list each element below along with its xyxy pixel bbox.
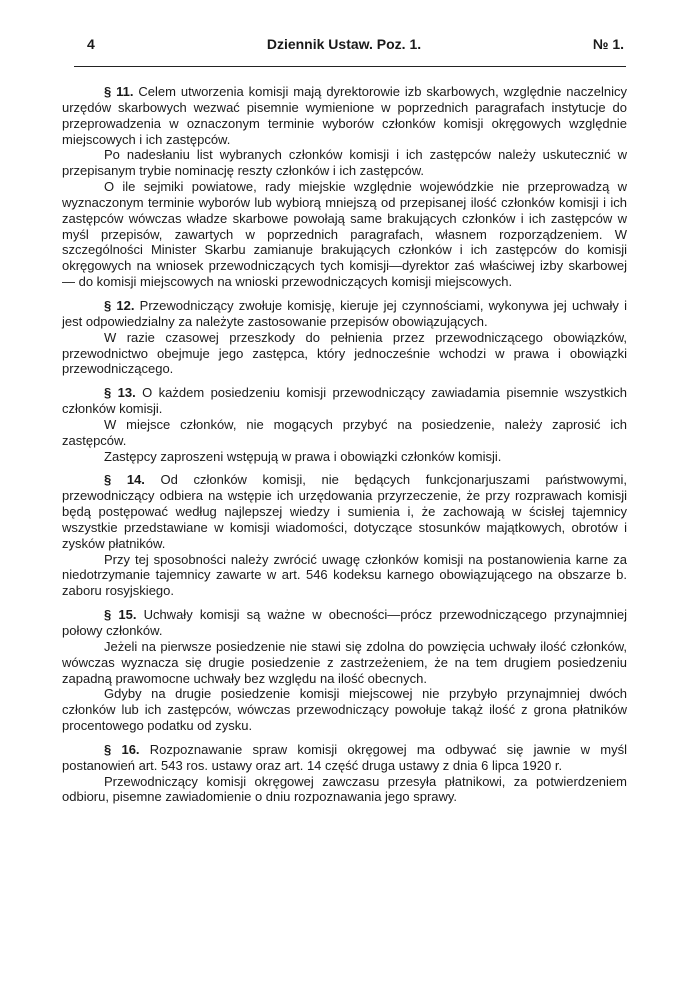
section-mark: § 11. bbox=[104, 84, 134, 99]
paragraph bbox=[62, 639, 627, 687]
paragraph bbox=[62, 552, 627, 600]
section-mark: § 12. bbox=[104, 297, 135, 313]
section-mark: § 13. bbox=[104, 385, 136, 401]
paragraph-text: Celem utworzenia komisji mają dyrektorowie izb skarbowych, względnie naczelnicy urzędów skarbowych wezwać pisemnie wymienione w poprzednich paragrafach instytucje do przeprowadzenia w oznaczonym terminie wyborów członków komisji okręgowych względnie miejscowych i ich zastępców. bbox=[62, 84, 627, 147]
paragraph-text: O ile sejmiki powiatowe, rady miejskie względnie wojewódzkie nie przeprowadzą w wyznaczonym terminie wyborów lub wybiorą mniejszą od przepisanej ilość członków komisji i ich zastępców wówczas władze skarbowe powołają same brakujących członków i ich zastępców w myśl przepisów, zawartych w poprzednich paragrafach, własnem rozporządzeniem. W szczególności Minister Skarbu zamianuje brakujących członków i ich zastępców do komisji okręgowych na wniosek przewodniczących tych komisji—dyrektor zaś właściwej izby skarbowej — do komisji miejscowych na wnioski przewodniczących komisji miejscowych. bbox=[62, 179, 627, 290]
paragraph bbox=[62, 147, 627, 179]
paragraph-s16 bbox=[62, 742, 627, 774]
document-body bbox=[62, 84, 627, 805]
page-header bbox=[60, 34, 628, 56]
paragraph bbox=[62, 417, 627, 449]
paragraph-s15 bbox=[62, 607, 627, 639]
page-number: 4 bbox=[87, 36, 95, 52]
paragraph bbox=[62, 179, 627, 290]
paragraph-text: Przy tej sposobności należy zwrócić uwagę członków komisji na postanowienia karne za niedotrzymanie tajemnicy zawarte w art. 546 kodeksu karnego obowiązującego na obszarze b. zaboru rosyjskiego. bbox=[62, 551, 627, 599]
paragraph-s12 bbox=[62, 298, 627, 330]
paragraph-text: O każdem posiedzeniu komisji przewodniczący zawiadamia pisemnie wszystkich członków komisji. bbox=[62, 385, 627, 417]
section-mark: § 16. bbox=[104, 741, 140, 757]
paragraph bbox=[62, 330, 627, 378]
paragraph-text: Od członków komisji, nie będących funkcjonarjuszami państwowymi, przewodniczący odbiera na wstępie ich urzędowania przyrzeczenie, że przy rozprawach komisji będą postępować według najlepszej wiedzy i sumienia i, że zachowają w ścisłej tajemnicy wszystkie przedstawiane w komisji wiadomości, dotyczące stosunków majątkowych, obrotów i zysków płatników. bbox=[62, 472, 628, 551]
paragraph-s11 bbox=[62, 84, 627, 147]
paragraph bbox=[62, 774, 627, 806]
paragraph-text: Zastępcy zaproszeni wstępują w prawa i obowiązki członków komisji. bbox=[104, 448, 502, 464]
section-mark: § 15. bbox=[104, 607, 137, 623]
paragraph-text: Rozpoznawanie spraw komisji okręgowej ma odbywać się jawnie w myśl postanowień art. 543 ros. ustawy oraz art. 14 część druga ustawy z dnia 6 lipca 1920 r. bbox=[62, 741, 627, 773]
paragraph bbox=[62, 686, 627, 734]
paragraph-text: Jeżeli na pierwsze posiedzenie nie stawi się zdolna do powzięcia uchwały ilość członków, wówczas wyznacza się drugie posiedzenie z zastrzeżeniem, że na tem drugiem posiedzeniu zapadną prawomocne uchwały bez względu na ilość obecnych. bbox=[62, 638, 627, 686]
paragraph-text: Uchwały komisji są ważne w obecności—prócz przewodniczącego przynajmniej połowy członków. bbox=[62, 607, 627, 638]
paragraph-s13 bbox=[62, 385, 627, 417]
header-rule bbox=[74, 66, 626, 67]
paragraph-text: Po nadesłaniu list wybranych członków komisji i ich zastępców należy uskutecznić w przepisanym trybie nominację reszty członków i ich zastępców. bbox=[62, 147, 627, 179]
paragraph bbox=[62, 449, 627, 465]
paragraph-text: Gdyby na drugie posiedzenie komisji miejscowej nie przybyło przynajmniej dwóch członków lub ich zastępców, wówczas przewodniczący powołuje takąż ilość z grona płatników procentowego podatku od zysku. bbox=[62, 686, 627, 734]
paragraph-s14 bbox=[62, 472, 627, 551]
paragraph-text: W razie czasowej przeszkody do pełnienia przez przewodniczącego obowiązków, przewodnictwo obejmuje jego zastępca, który jednocześnie wchodzi w prawa i obowiązki przewodniczącego. bbox=[62, 329, 627, 377]
paragraph-text: Przewodniczący zwołuje komisję, kieruje jej czynnościami, wykonywa jej uchwały i jest odpowiedzialny za należyte zastosowanie przepisów obowiązujących. bbox=[62, 297, 627, 329]
journal-title: Dziennik Ustaw. Poz. 1. bbox=[266, 36, 422, 52]
paragraph-text: W miejsce członków, nie mogących przybyć na posiedzenie, należy zaprosić ich zastępców. bbox=[62, 416, 627, 448]
section-mark: § 14. bbox=[104, 472, 145, 488]
issue-number: № 1. bbox=[592, 36, 624, 52]
paragraph-text: Przewodniczący komisji okręgowej zawczasu przesyła płatnikowi, za potwierdzeniem odbioru, pisemne zawiadomienie o dniu rozpoznawania jego sprawy. bbox=[62, 773, 627, 805]
